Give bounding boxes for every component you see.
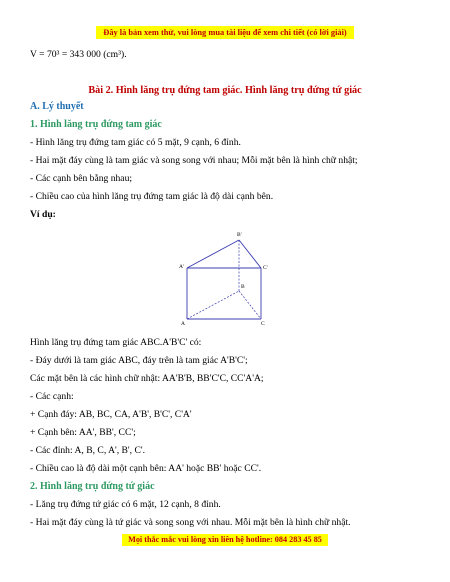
label-c-prime: C' <box>263 265 268 271</box>
label-b-prime: B' <box>237 232 242 238</box>
sub1-line: - Các cạnh bên bằng nhau; <box>30 173 133 184</box>
example-line: + Cạnh đáy: AB, BC, CA, A'B', B'C', C'A' <box>30 409 192 420</box>
sub1-line: - Hình lăng trụ đứng tam giác có 5 mặt, 9 cạnh, 6 đỉnh. <box>30 137 241 148</box>
part-a-heading: A. Lý thuyết <box>30 101 84 112</box>
hidden-edge-a-b <box>187 291 239 319</box>
example-line: Các mặt bên là các hình chữ nhật: AA'B'B, BB'C'C, CC'A'A; <box>30 373 264 384</box>
sub1-line: - Chiều cao của hình lăng trụ đứng tam giác là độ dài cạnh bên. <box>30 191 274 202</box>
example-label: Ví dụ: <box>30 209 56 220</box>
example-line: - Đáy dưới là tam giác ABC, đáy trên là tam giác A'B'C'; <box>30 355 248 366</box>
sub2-line: - Lăng trụ đứng tứ giác có 6 mặt, 12 cạnh, 8 đỉnh. <box>30 499 221 510</box>
example-line: - Các cạnh: <box>30 391 74 402</box>
sub1-line: - Hai mặt đáy cùng là tam giác và song song với nhau; Mỗi mặt bên là hình chữ nhật; <box>30 155 358 166</box>
edge-b-prime-c-prime <box>239 240 261 268</box>
edge-a-prime-b-prime <box>187 240 239 268</box>
subsection-1-heading: 1. Hình lăng trụ đứng tam giác <box>30 119 162 130</box>
hotline-footer: Mọi thắc mắc vui lòng xin liên hệ hotline: 084 283 45 85 <box>122 534 328 546</box>
label-c: C <box>261 321 265 327</box>
section-title: Bài 2. Hình lăng trụ đứng tam giác. Hình lăng trụ đứng tứ giác <box>88 85 362 96</box>
volume-formula: V = 70³ = 343 000 (cm³). <box>30 49 127 60</box>
subsection-2-heading: 2. Hình lăng trụ đứng tứ giác <box>30 481 155 492</box>
sub2-line: - Hai mặt đáy cùng là tứ giác và song song với nhau. Mỗi mặt bên là hình chữ nhật. <box>30 517 351 528</box>
prism-figure <box>172 228 272 328</box>
hidden-edge-b-c <box>239 291 261 319</box>
example-line: - Chiều cao là độ dài một cạnh bên: AA' hoặc BB' hoặc CC'. <box>30 463 262 474</box>
preview-banner: Đây là bản xem thử, vui lòng mua tài liệu để xem chi tiết (có lời giải) <box>96 26 354 39</box>
example-line: + Cạnh bên: AA', BB', CC'; <box>30 427 136 438</box>
label-a-prime: A' <box>179 264 184 270</box>
example-line: Hình lăng trụ đứng tam giác ABC.A'B'C' có: <box>30 337 202 348</box>
example-line: - Các đỉnh: A, B, C, A', B', C'. <box>30 445 145 456</box>
label-a: A <box>181 321 185 327</box>
label-b: B <box>241 284 245 290</box>
